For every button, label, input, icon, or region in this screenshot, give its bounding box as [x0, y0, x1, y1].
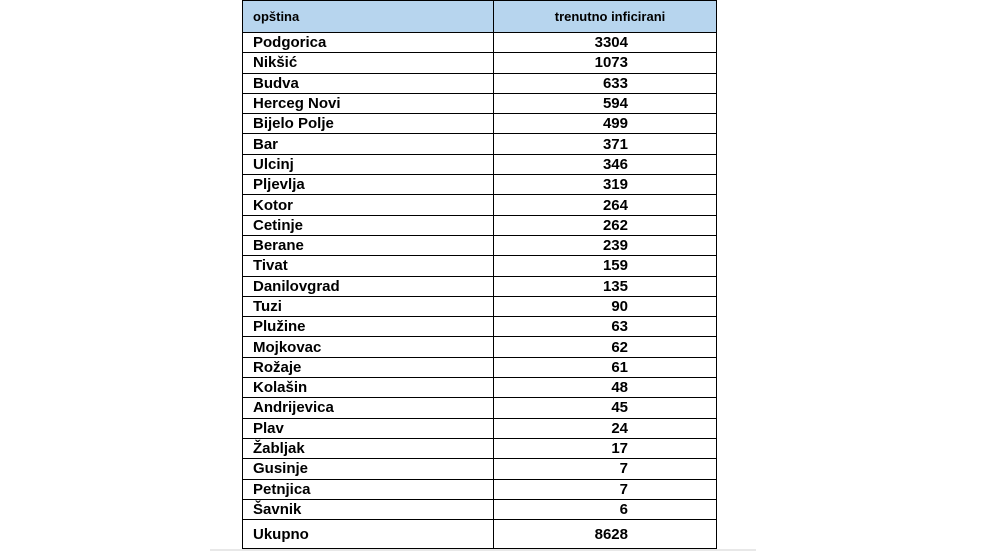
header-row: [243, 1, 717, 33]
infected-count: 62: [494, 337, 717, 357]
table-row: [243, 276, 717, 296]
table-row: [243, 114, 717, 134]
infected-count: 135: [494, 276, 717, 296]
table-row: [243, 499, 717, 519]
infected-count: 594: [494, 93, 717, 113]
table-row: [243, 93, 717, 113]
municipality-name: Tuzi: [243, 296, 494, 316]
municipality-name: Kotor: [243, 195, 494, 215]
infected-count: 633: [494, 73, 717, 93]
municipality-name: Herceg Novi: [243, 93, 494, 113]
table-row: [243, 73, 717, 93]
municipality-name: Andrijevica: [243, 398, 494, 418]
infected-by-municipality-table: [242, 0, 717, 549]
table-row: [243, 175, 717, 195]
table-row: [243, 256, 717, 276]
infected-count: 159: [494, 256, 717, 276]
municipality-name: Petnjica: [243, 479, 494, 499]
municipality-name: Nikšić: [243, 53, 494, 73]
table-row: [243, 398, 717, 418]
municipality-name: Budva: [243, 73, 494, 93]
municipality-name: Bijelo Polje: [243, 114, 494, 134]
infected-count: 61: [494, 357, 717, 377]
table-row: [243, 378, 717, 398]
municipality-name: Ulcinj: [243, 154, 494, 174]
infected-count: 63: [494, 317, 717, 337]
table-row: [243, 195, 717, 215]
table-row: [243, 459, 717, 479]
municipality-name: Pljevlja: [243, 175, 494, 195]
infected-count: 371: [494, 134, 717, 154]
municipality-name: Kolašin: [243, 378, 494, 398]
header-currently-infected: trenutno inficirani: [494, 1, 717, 33]
municipality-name: Bar: [243, 134, 494, 154]
municipality-name: Žabljak: [243, 438, 494, 458]
table-row: [243, 33, 717, 53]
infected-count: 319: [494, 175, 717, 195]
table-row: [243, 53, 717, 73]
header-municipality: opština: [243, 1, 494, 33]
municipality-name: Danilovgrad: [243, 276, 494, 296]
municipality-name: Plav: [243, 418, 494, 438]
total-row: [243, 520, 717, 549]
infected-count: 48: [494, 378, 717, 398]
table-row: [243, 296, 717, 316]
table-row: [243, 479, 717, 499]
total-value: 8628: [494, 520, 717, 549]
municipality-name: Berane: [243, 235, 494, 255]
infected-count: 6: [494, 499, 717, 519]
infected-count: 1073: [494, 53, 717, 73]
table-row: [243, 215, 717, 235]
municipality-name: Plužine: [243, 317, 494, 337]
table-row: [243, 418, 717, 438]
table-header: [243, 1, 717, 33]
infected-count: 45: [494, 398, 717, 418]
table-row: [243, 134, 717, 154]
infected-count: 499: [494, 114, 717, 134]
municipality-name: Podgorica: [243, 33, 494, 53]
infected-count: 17: [494, 438, 717, 458]
infected-count: 262: [494, 215, 717, 235]
table-row: [243, 235, 717, 255]
infected-count: 239: [494, 235, 717, 255]
table-row: [243, 357, 717, 377]
municipality-name: Tivat: [243, 256, 494, 276]
table-row: [243, 337, 717, 357]
infected-count: 7: [494, 479, 717, 499]
total-label: Ukupno: [243, 520, 494, 549]
table-row: [243, 317, 717, 337]
table-body: [243, 33, 717, 549]
table-row: [243, 154, 717, 174]
infected-count: 24: [494, 418, 717, 438]
municipality-name: Cetinje: [243, 215, 494, 235]
municipality-name: Šavnik: [243, 499, 494, 519]
municipality-name: Mojkovac: [243, 337, 494, 357]
table-row: [243, 438, 717, 458]
infected-count: 90: [494, 296, 717, 316]
infected-count: 264: [494, 195, 717, 215]
municipality-name: Rožaje: [243, 357, 494, 377]
infected-count: 3304: [494, 33, 717, 53]
municipality-table-container: [242, 0, 716, 549]
infected-count: 346: [494, 154, 717, 174]
municipality-name: Gusinje: [243, 459, 494, 479]
infected-count: 7: [494, 459, 717, 479]
